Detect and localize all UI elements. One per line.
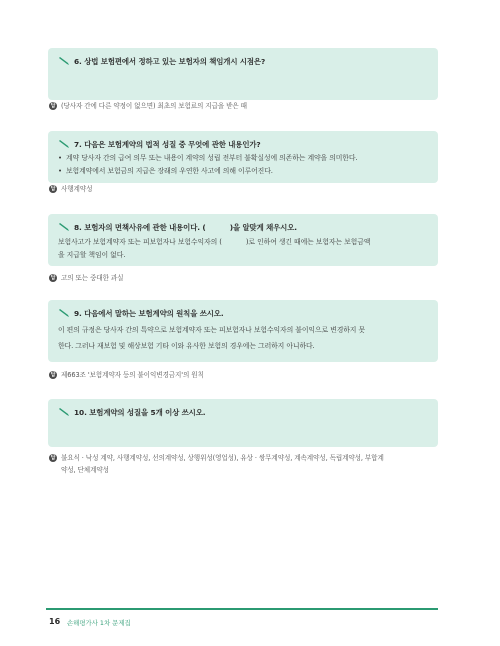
question-header [58,308,428,319]
question-title-part: 8. 보험자의 면책사유에 관한 내용이다. ( [74,223,206,232]
pencil-icon [58,223,70,232]
question-title: 9. 다음에서 말하는 보험계약의 원칙을 쓰시오. [74,309,224,318]
question-body: 이 편의 규정은 당사자 간의 특약으로 보험계약자 또는 피보험자나 보험수익자의 불이익으로 변경하지 못 한다. 그러나 재보험 및 해상보험 기타 이와 유사한 보험의 경우에는 그러하지 아니하다. [58,326,366,350]
bullet-item: • 계약 당사자 간의 급여 의무 또는 내용이 계약의 성립 전부터 불확실성에 의존하는 계약을 의미한다. [58,154,358,162]
answer-8 [49,272,444,284]
pencil-icon [58,309,70,318]
pencil-icon [58,408,70,417]
answer-6 [49,100,444,112]
question-box-7 [48,131,438,183]
question-title-part: )을 알맞게 채우시오. [229,223,297,232]
footer-book-title: 손해평가사 1차 문제집 [67,619,131,627]
answer-badge-icon: 답 [50,275,56,281]
question-box-10 [48,399,438,447]
answer-text: 제663조 '보험계약자 등의 불이익변경금지'의 원칙 [61,371,204,379]
question-header [58,56,428,67]
answer-text: 불요식 · 낙성 계약, 사행계약성, 선의계약성, 상행위성(영업성), 유상 · 쌍무계약성, 계속계약성, 독립계약성, 부합계 약성, 단체계약성 [61,454,384,474]
question-title: 6. 상법 보험편에서 정하고 있는 보험자의 책임개시 시점은? [74,57,266,66]
answer-badge-icon: 답 [50,372,56,378]
pencil-icon [58,140,70,149]
answer-10 [49,452,444,476]
answer-9 [49,369,444,381]
answer-badge-icon: 답 [50,103,56,109]
pencil-icon [58,57,70,66]
question-box-9 [48,300,438,362]
answer-7 [49,183,444,195]
answer-text: 사행계약성 [61,185,93,193]
answer-badge-icon: 답 [50,455,56,461]
question-box-8 [48,214,438,266]
question-box-6 [48,48,438,100]
answer-text: 고의 또는 중대한 과실 [61,274,124,282]
footer-divider [46,608,438,610]
question-body [58,152,428,178]
bullet-item: • 보험계약에서 보험금의 지급은 장래의 우연한 사고에 의해 이루어진다. [58,167,273,175]
page-number: 16 [49,617,61,626]
answer-badge-icon: 답 [50,186,56,192]
question-header [58,407,428,418]
question-header [58,222,428,233]
question-body: 보험사고가 보험계약자 또는 피보험자나 보험수익자의 ( )로 인하여 생긴 때에는 보험자는 보험금액 을 지급할 책임이 없다. [58,238,371,259]
question-header [58,139,428,150]
question-title: 10. 보험계약의 성질을 5개 이상 쓰시오. [74,408,206,417]
answer-text: (당사자 간에 다른 약정이 없으면) 최초의 보험료의 지급을 받은 때 [61,102,247,110]
question-title: 7. 다음은 보험계약의 법적 성질 중 무엇에 관한 내용인가? [74,140,261,149]
